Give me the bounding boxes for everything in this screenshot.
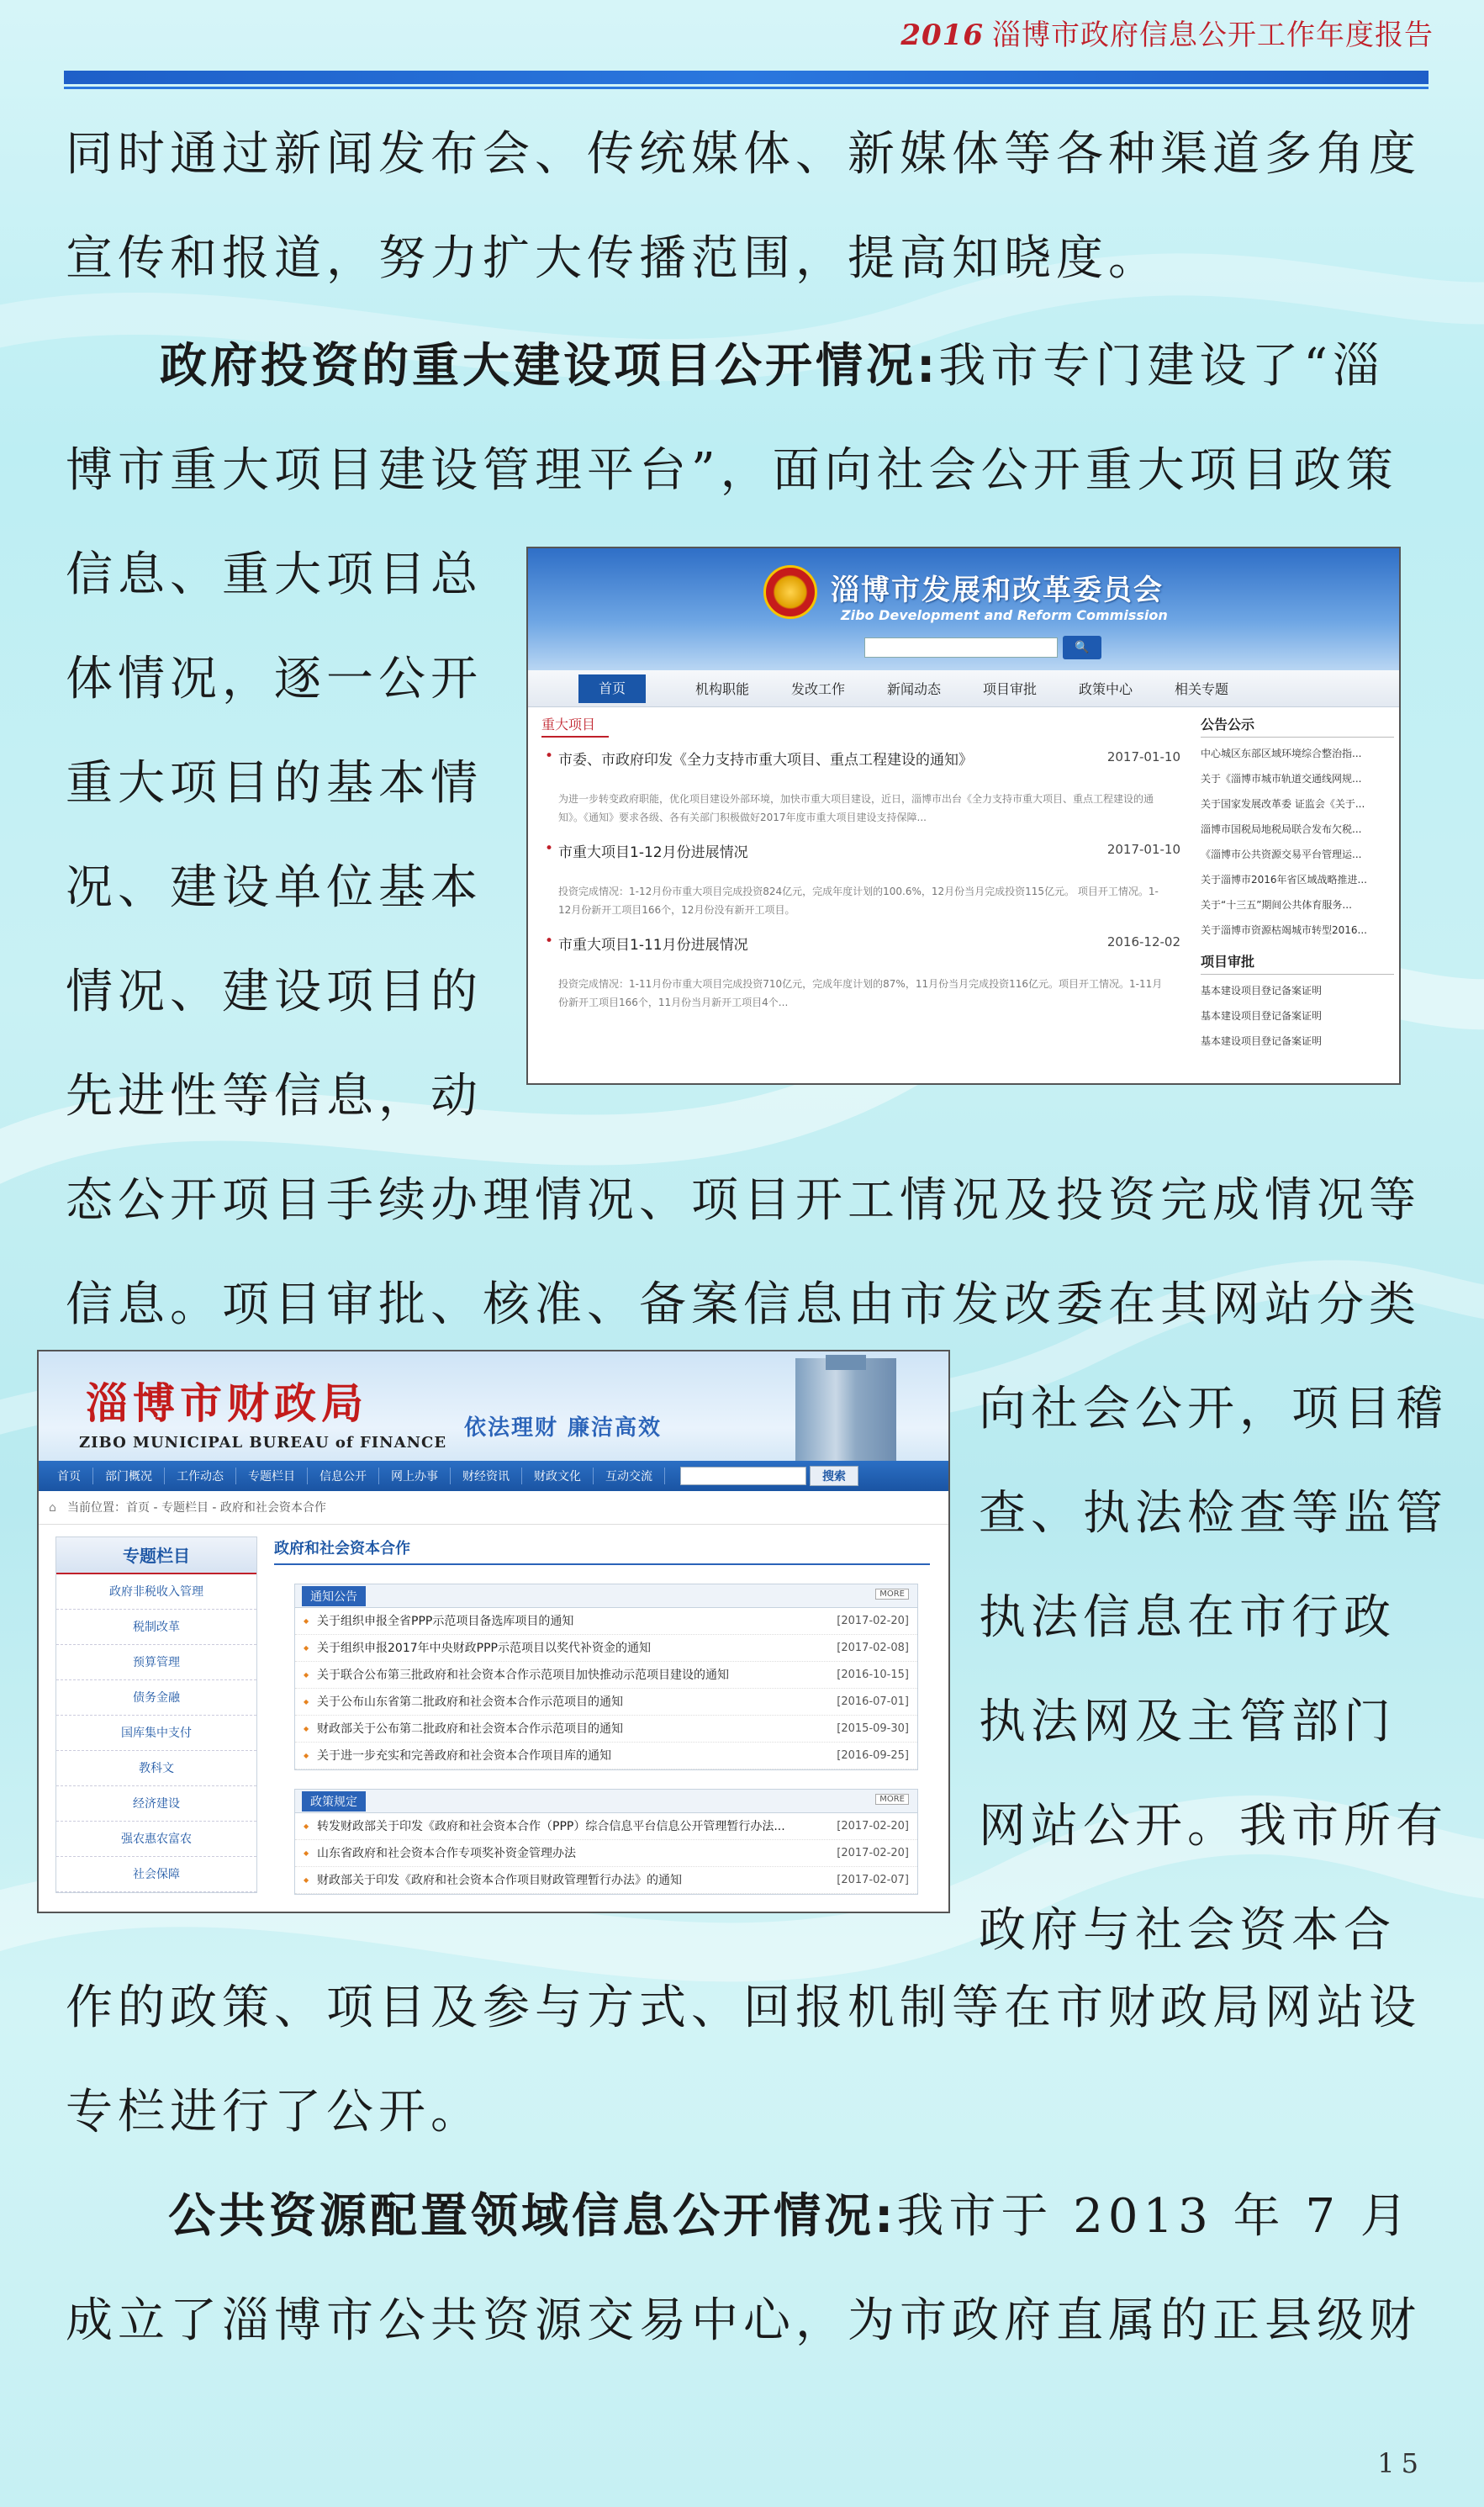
- finance-policy-row-title[interactable]: 转发财政部关于印发《政府和社会资本合作（PPP）综合信息平台信息公开管理暂行办法...: [317, 1820, 785, 1833]
- drc-side-item[interactable]: 关于淄博市资源枯竭城市转型2016...: [1201, 924, 1367, 936]
- finance-notice-row-title[interactable]: 关于组织申报全省PPP示范项目备选库项目的通知: [317, 1615, 574, 1628]
- drc-news-date: 2017-01-10: [1106, 842, 1180, 857]
- finance-search-button[interactable]: 搜索: [810, 1466, 858, 1486]
- drc-nav-home[interactable]: 首页: [578, 674, 646, 703]
- drc-news-desc: 投资完成情况：1-11月份市重大项目完成投资710亿元，完成年度计划的87%，11月份当月完成投资116亿元。项目开工情况。1-11月份新开工项目166个，11月份当月新开工项目4个...: [558, 978, 1163, 1008]
- body-line-17: 网站公开。我市所有: [979, 1799, 1448, 1854]
- drc-side-item[interactable]: 关于国家发展改革委 证监会《关于...: [1201, 798, 1365, 810]
- drc-site-subtitle: Zibo Development and Reform Commission: [841, 607, 1168, 623]
- finance-left-item[interactable]: 教科文: [56, 1751, 256, 1786]
- body-line-9: 情况、建设项目的: [66, 965, 483, 1019]
- drc-nav-topics[interactable]: 相关专题: [1174, 681, 1228, 697]
- drc-side-item[interactable]: 淄博市国税局地税局联合发布欠税...: [1201, 823, 1362, 835]
- body-line-11: 态公开项目手续办理情况、项目开工情况及投资完成情况等: [66, 1173, 1421, 1228]
- drc-main-column: [541, 714, 1189, 1022]
- finance-left-item[interactable]: 强农惠农富农: [56, 1822, 256, 1857]
- finance-policy-row-title[interactable]: 山东省政府和社会资本合作专项奖补资金管理办法: [317, 1847, 576, 1860]
- drc-side-item[interactable]: 《淄博市公共资源交易平台管理运...: [1201, 849, 1362, 860]
- finance-left-item[interactable]: 税制改革: [56, 1610, 256, 1645]
- finance-banner: [39, 1351, 948, 1461]
- body-line-13: 向社会公开，项目稽: [979, 1382, 1448, 1436]
- finance-policy-header: [295, 1790, 917, 1813]
- finance-left-item[interactable]: 国库集中支付: [56, 1716, 256, 1751]
- finance-right-panel: [274, 1536, 938, 1895]
- finance-policy-row[interactable]: [295, 1867, 917, 1894]
- drc-nav: [528, 670, 1399, 707]
- drc-news-date: 2017-01-10: [1106, 749, 1180, 764]
- finance-policy-row-date: [2017-02-20]: [837, 1847, 909, 1859]
- finance-right-title: 政府和社会资本合作: [274, 1536, 930, 1565]
- finance-policy-row-date: [2017-02-07]: [837, 1874, 909, 1886]
- finance-website-screenshot: [37, 1350, 950, 1913]
- finance-policy-title: 政策规定: [302, 1791, 366, 1811]
- finance-notice-row-title[interactable]: 关于进一步充实和完善政府和社会资本合作项目库的通知: [317, 1749, 611, 1763]
- drc-side-item[interactable]: 中心城区东部区域环境综合整治指...: [1201, 748, 1362, 759]
- drc-news-title[interactable]: • 市重大项目1-12月份进展情况: [558, 840, 748, 861]
- finance-nav-item[interactable]: 网上办事: [379, 1468, 451, 1484]
- body-line-1: 同时通过新闻发布会、传统媒体、新媒体等各种渠道多角度: [66, 127, 1421, 182]
- building-icon: [795, 1358, 896, 1461]
- drc-search-button[interactable]: 🔍: [1063, 636, 1101, 659]
- finance-notice-more[interactable]: MORE: [875, 1589, 909, 1600]
- finance-slogan: 依法理财 廉洁高效: [464, 1415, 663, 1441]
- finance-notice-row-title[interactable]: 关于公布山东省第二批政府和社会资本合作示范项目的通知: [317, 1695, 623, 1709]
- drc-news-desc: 为进一步转变政府职能，优化项目建设外部环境，加快市重大项目建设，近日，淄博市出台《全力支持市重大项目、重点工程建设的通知》。《通知》要求各级、各有关部门积极做好2017年度市重大项目建设支持保障...: [558, 793, 1154, 823]
- body-line-3: [160, 340, 1385, 394]
- drc-side-approval-item[interactable]: 基本建设项目登记备案证明: [1201, 985, 1323, 997]
- finance-site-title: 淄博市财政局: [86, 1378, 368, 1428]
- finance-search-input[interactable]: [680, 1467, 806, 1485]
- finance-notice-row-date: [2015-09-30]: [837, 1722, 909, 1735]
- header-title: 淄博市政府信息公开工作年度报告: [992, 19, 1434, 52]
- finance-notice-row-title[interactable]: 财政部关于公布第二批政府和社会资本合作示范项目的通知: [317, 1722, 623, 1736]
- drc-news-title[interactable]: • 市委、市政府印发《全力支持市重大项目、重点工程建设的通知》: [558, 748, 973, 769]
- finance-notice-row[interactable]: [295, 1743, 917, 1769]
- finance-nav-item[interactable]: 信息公开: [308, 1468, 379, 1484]
- finance-nav-item[interactable]: 工作动态: [165, 1468, 236, 1484]
- body-line-19: 作的政策、项目及参与方式、回报机制等在市财政局网站设: [66, 1981, 1421, 2035]
- finance-nav: [39, 1461, 948, 1491]
- body-line-3-rest: 我市专门建设了“淄: [938, 339, 1386, 394]
- finance-notice-header: [295, 1584, 917, 1608]
- body-line-14: 查、执法检查等监管: [979, 1486, 1448, 1541]
- finance-left-menu: [55, 1536, 257, 1893]
- drc-search-input[interactable]: [864, 637, 1058, 658]
- body-line-15: 执法信息在市行政: [979, 1590, 1396, 1645]
- finance-policy-row-title[interactable]: 财政部关于印发《政府和社会资本合作项目财政管理暂行办法》的通知: [317, 1874, 682, 1887]
- finance-left-item[interactable]: 社会保障: [56, 1857, 256, 1892]
- finance-notice-title: 通知公告: [302, 1586, 366, 1606]
- body-line-18: 政府与社会资本合: [979, 1903, 1396, 1958]
- finance-notice-box: [294, 1584, 918, 1770]
- drc-side-approval-item[interactable]: 基本建设项目登记备案证明: [1201, 1035, 1323, 1047]
- drc-sidebar: [1201, 714, 1394, 1054]
- page-number: 15: [1377, 2447, 1425, 2479]
- drc-side-item[interactable]: 关于《淄博市城市轨道交通线网规...: [1201, 773, 1362, 785]
- header-year: 2016: [900, 19, 984, 52]
- body-line-6: 体情况，逐一公开: [66, 652, 483, 706]
- drc-news-title[interactable]: • 市重大项目1-11月份进展情况: [558, 933, 748, 954]
- finance-nav-item[interactable]: 首页: [45, 1468, 93, 1484]
- finance-policy-more[interactable]: MORE: [875, 1794, 909, 1805]
- drc-body: [528, 707, 1399, 1085]
- report-header: [900, 12, 1434, 53]
- header-rule-thin: [64, 87, 1429, 89]
- finance-nav-item[interactable]: 财经资讯: [451, 1468, 522, 1484]
- finance-breadcrumb: ⌂ 当前位置：首页 - 专题栏目 - 政府和社会资本合作: [39, 1491, 948, 1525]
- finance-notice-row-date: [2016-07-01]: [837, 1695, 909, 1708]
- finance-policy-row[interactable]: [295, 1840, 917, 1867]
- finance-notice-row-date: [2017-02-20]: [837, 1615, 909, 1627]
- finance-left-item[interactable]: 经济建设: [56, 1786, 256, 1822]
- finance-notice-row-date: [2016-09-25]: [837, 1749, 909, 1762]
- drc-news-item[interactable]: [541, 837, 1189, 882]
- body-line-12: 信息。项目审批、核准、备案信息由市发改委在其网站分类: [66, 1277, 1421, 1332]
- body-line-2: 宣传和报道，努力扩大传播范围，提高知晓度。: [66, 231, 1160, 286]
- drc-side-item[interactable]: 关于淄博市2016年省区域战略推进...: [1201, 874, 1367, 886]
- drc-section-title: 重大项目: [541, 714, 609, 738]
- finance-left-item[interactable]: 债务金融: [56, 1680, 256, 1716]
- body-line-7: 重大项目的基本情: [66, 756, 483, 811]
- finance-left-item[interactable]: 政府非税收入管理: [56, 1574, 256, 1610]
- body-line-16: 执法网及主管部门: [979, 1695, 1396, 1749]
- section-heading-investment: 政府投资的重大建设项目公开情况:: [160, 339, 939, 394]
- drc-nav-policy[interactable]: 政策中心: [1078, 681, 1133, 697]
- drc-news-date: 2016-12-02: [1106, 934, 1180, 949]
- body-line-22: 成立了淄博市公共资源交易中心，为市政府直属的正县级财: [66, 2293, 1421, 2348]
- body-line-5: 信息、重大项目总: [66, 547, 483, 602]
- finance-notice-row[interactable]: [295, 1608, 917, 1635]
- body-line-21: [168, 2190, 1413, 2244]
- drc-side-approval-item[interactable]: 基本建设项目登记备案证明: [1201, 1010, 1323, 1022]
- finance-notice-row-date: [2016-10-15]: [837, 1669, 909, 1681]
- finance-left-title: 专题栏目: [56, 1537, 256, 1574]
- section-heading-public-resources: 公共资源配置领域信息公开情况:: [168, 2189, 897, 2244]
- finance-notice-row[interactable]: [295, 1716, 917, 1743]
- drc-news-item[interactable]: [541, 929, 1189, 975]
- finance-left-item[interactable]: 预算管理: [56, 1645, 256, 1680]
- finance-policy-box: [294, 1789, 918, 1895]
- body-line-20: 专栏进行了公开。: [66, 2085, 483, 2139]
- drc-side-title-approval: 项目审批: [1201, 951, 1394, 975]
- finance-notice-row-title[interactable]: 关于组织申报2017年中央财政PPP示范项目以奖代补资金的通知: [317, 1642, 651, 1655]
- body-line-8: 况、建设单位基本: [66, 860, 483, 915]
- finance-policy-row-date: [2017-02-20]: [837, 1820, 909, 1833]
- body-line-4: 博市重大项目建设管理平台”，面向社会公开重大项目政策: [66, 443, 1398, 498]
- finance-notice-row-date: [2017-02-08]: [837, 1642, 909, 1654]
- finance-notice-row[interactable]: [295, 1662, 917, 1689]
- drc-news-desc: 投资完成情况：1-12月份市重大项目完成投资824亿元，完成年度计划的100.6%，12月份当月完成投资115亿元。 项目开工情况。1-12月份新开工项目166个，12月份没有新开工项目。: [558, 886, 1159, 916]
- finance-nav-item[interactable]: 财政文化: [522, 1468, 594, 1484]
- drc-banner: [528, 548, 1399, 670]
- finance-nav-item[interactable]: 专题栏目: [236, 1468, 308, 1484]
- drc-nav-functions[interactable]: 机构职能: [694, 681, 749, 697]
- drc-side-title-notices: 公告公示: [1201, 714, 1394, 738]
- finance-notice-row-title[interactable]: 关于联合公布第三批政府和社会资本合作示范项目加快推动示范项目建设的通知: [317, 1669, 729, 1682]
- finance-notice-row[interactable]: [295, 1689, 917, 1716]
- national-emblem-icon: [763, 565, 817, 619]
- finance-policy-row[interactable]: [295, 1813, 917, 1840]
- header-rule: [64, 71, 1429, 84]
- drc-website-screenshot: [526, 547, 1401, 1085]
- finance-nav-item[interactable]: 互动交流: [594, 1468, 665, 1484]
- body-line-10: 先进性等信息，动: [66, 1069, 483, 1124]
- finance-notice-row[interactable]: [295, 1635, 917, 1662]
- drc-side-item[interactable]: 关于“十三五”期间公共体育服务...: [1201, 899, 1352, 911]
- finance-nav-item[interactable]: 部门概况: [93, 1468, 165, 1484]
- drc-nav-approval[interactable]: 项目审批: [982, 681, 1037, 697]
- drc-news-item[interactable]: [541, 744, 1189, 790]
- drc-nav-work[interactable]: 发改工作: [790, 681, 845, 697]
- drc-site-title: 淄博市发展和改革委员会: [831, 574, 1164, 607]
- finance-site-subtitle: ZIBO MUNICIPAL BUREAU of FINANCE: [79, 1434, 447, 1452]
- body-line-21-rest: 我市于 2013 年 7 月: [896, 2189, 1413, 2244]
- drc-nav-news[interactable]: 新闻动态: [886, 681, 941, 697]
